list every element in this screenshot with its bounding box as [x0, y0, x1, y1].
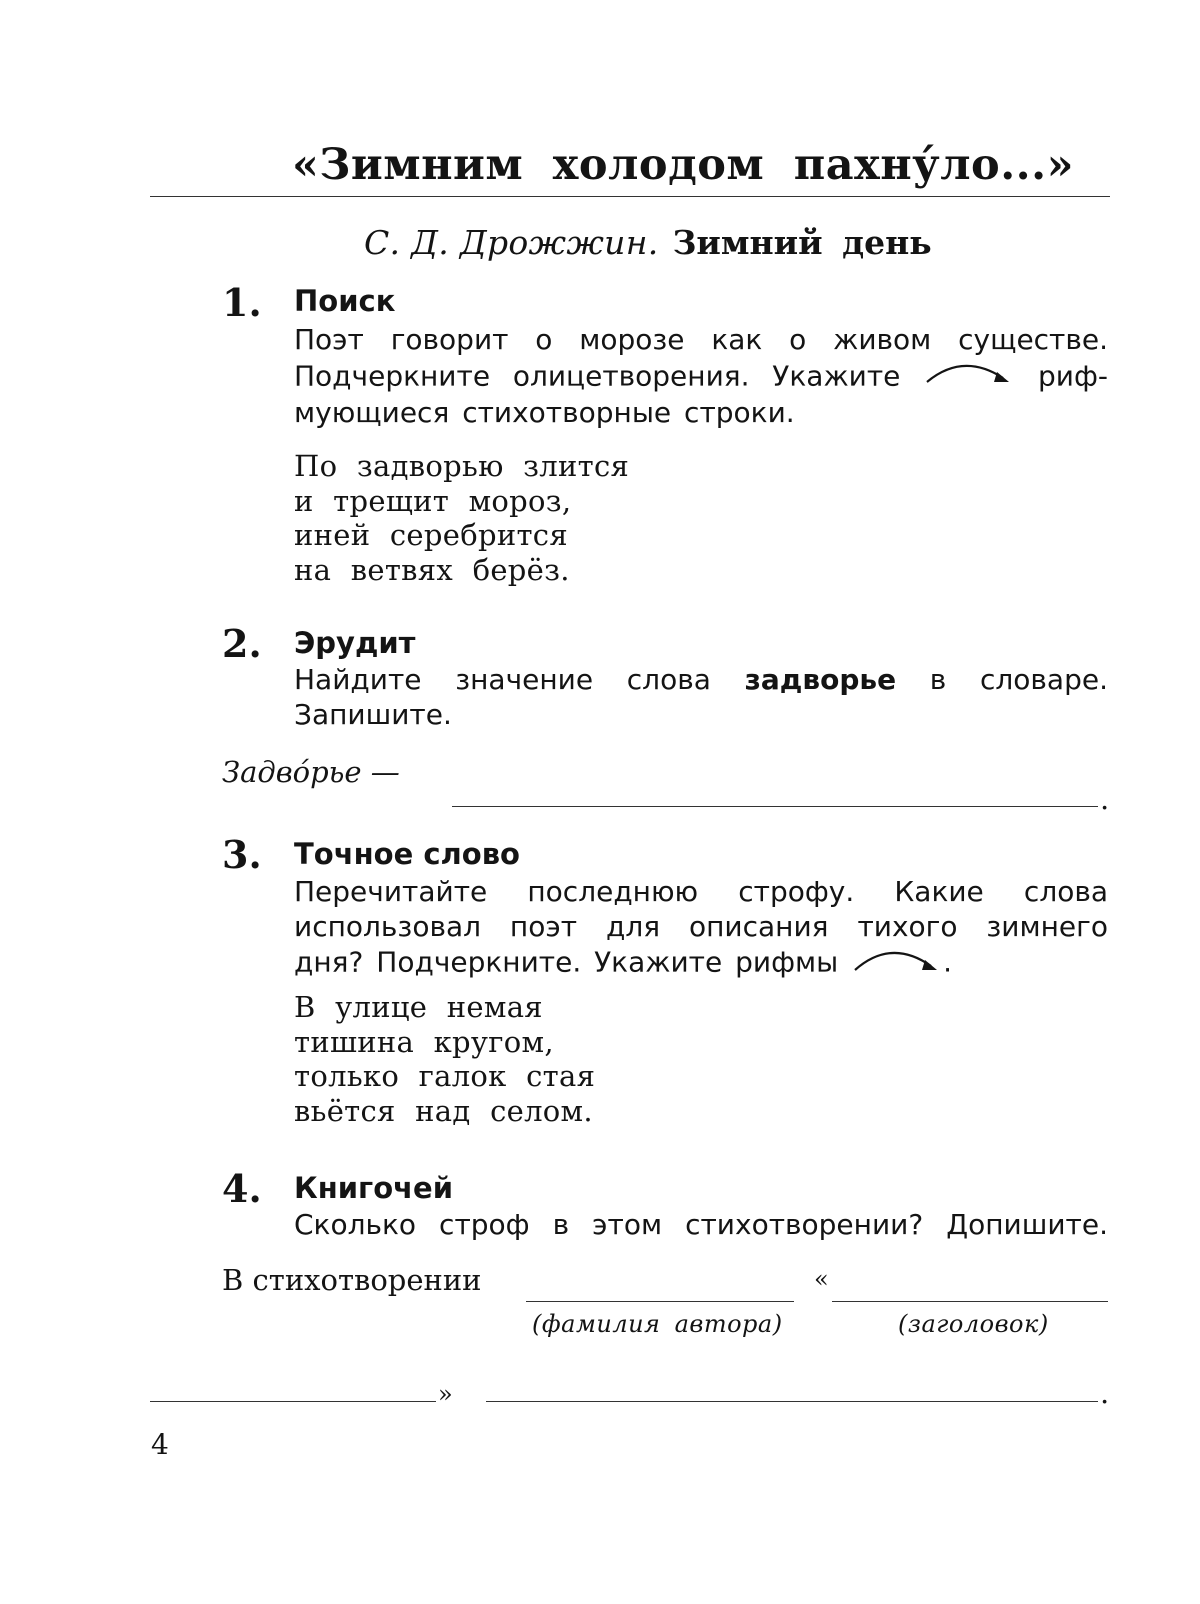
task-4-title: Книгочей — [294, 1171, 454, 1205]
task-4-line-1: Сколько строф в этом стихотворении? Допишите. — [294, 1208, 1108, 1241]
task-1-poem — [294, 449, 629, 587]
task-2-instruction — [294, 663, 1108, 732]
task-1-line-3: мующиеся стихотворные строки. — [294, 396, 795, 429]
task-2-line-1 — [294, 663, 1108, 698]
title-divider — [150, 196, 1110, 197]
task-2-title: Эрудит — [294, 626, 416, 660]
task-2-line-1-text: Найдите значение слова — [294, 663, 711, 696]
poem-line: иней серебрится — [294, 518, 568, 552]
chapter-title: «Зимним холодом пахну́ло...» — [291, 140, 1074, 190]
poem-line: В улице немая — [294, 990, 543, 1024]
task-2-answer-field[interactable] — [452, 806, 1098, 807]
task-3-line-3 — [294, 944, 1108, 983]
curved-arrow-icon — [851, 944, 943, 983]
poem-author: С. Д. Дрожжин. — [364, 223, 659, 262]
close-quote: » — [438, 1380, 453, 1408]
task-4-number: 4. — [222, 1166, 262, 1211]
task-3-line-3-text: дня? Подчеркните. Укажите рифмы — [294, 945, 839, 979]
task-4-fill-end: . — [1100, 1376, 1110, 1410]
task-3-line-2: использовал поэт для описания тихого зимнего — [294, 909, 1108, 943]
caption-title: (заголовок) — [898, 1310, 1049, 1338]
task-2-number: 2. — [222, 621, 262, 666]
caption-author: (фамилия автора) — [532, 1310, 783, 1338]
stanza-count-field[interactable] — [486, 1401, 1098, 1402]
open-quote: « — [814, 1265, 829, 1293]
poem-line: По задворью злится — [294, 449, 630, 483]
task-1-line-2 — [294, 358, 1108, 397]
task-3-poem — [294, 990, 595, 1128]
task-2-line-1-end: в словаре. — [929, 663, 1108, 696]
task-1-number: 1. — [222, 280, 262, 325]
poem-line: вьётся над селом. — [294, 1093, 593, 1128]
page-number: 4 — [151, 1428, 169, 1461]
poem-title-field[interactable] — [832, 1301, 1108, 1302]
curved-arrow-icon — [923, 358, 1015, 397]
poem-line: на ветвях берёз. — [294, 552, 570, 587]
task-2-keyword: задворье — [744, 663, 897, 696]
poem-line: только галок стая — [294, 1059, 596, 1093]
poem-title: Зимний день — [672, 223, 932, 262]
task-1-line-1: Поэт говорит о морозе как о живом существе. — [294, 323, 1108, 356]
poem-heading — [364, 223, 932, 262]
task-2-answer-label: Задво́рье — — [222, 755, 400, 789]
task-3-instruction — [294, 875, 1108, 983]
poem-title-field-continued[interactable] — [150, 1401, 436, 1402]
task-1-line-2-text: Подчеркните олицетворения. Укажите — [294, 358, 901, 392]
task-3-line-1: Перечитайте последнюю строфу. Какие слова — [294, 875, 1108, 908]
task-1-instruction — [294, 323, 1108, 431]
task-1-title: Поиск — [294, 284, 396, 318]
task-3-number: 3. — [222, 832, 262, 877]
task-4-fill-start: В стихотворении — [222, 1263, 482, 1297]
poem-line: и трещит мороз, — [294, 483, 572, 518]
task-2-answer-end: . — [1100, 782, 1110, 816]
task-3-line-3-end: . — [943, 945, 953, 979]
task-3-title: Точное слово — [294, 837, 520, 871]
task-2-line-2: Запишите. — [294, 697, 452, 731]
author-surname-field[interactable] — [526, 1301, 794, 1302]
task-4-instruction — [294, 1208, 1108, 1243]
task-1-line-2-end: риф- — [1038, 358, 1109, 392]
poem-line: тишина кругом, — [294, 1024, 554, 1059]
